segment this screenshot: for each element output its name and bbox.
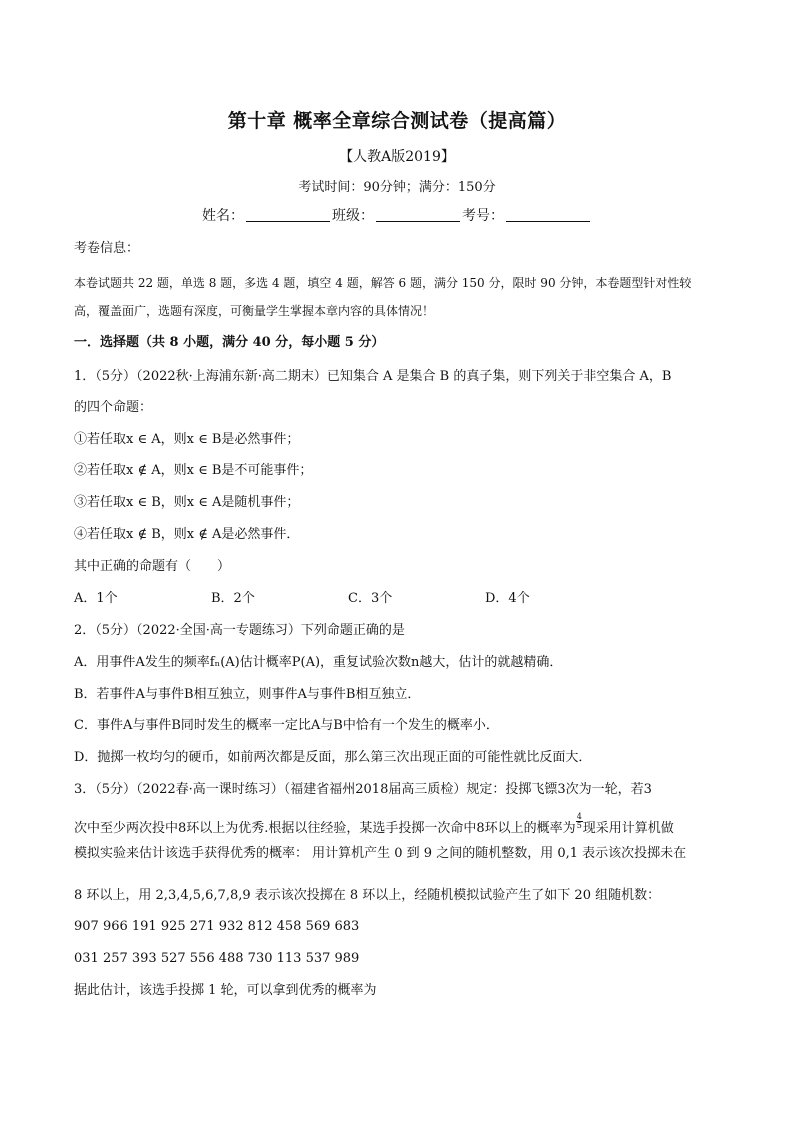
q1-proposition-4: ④若任取x ∉ B，则x ∉ A是必然事件． bbox=[74, 527, 300, 542]
q2-option-b[interactable]: B．若事件A与事件B相互独立，则事件A与事件B相互独立． bbox=[74, 687, 421, 702]
number-field[interactable] bbox=[506, 207, 590, 222]
info-label: 考卷信息： bbox=[74, 241, 140, 256]
q1-question: 其中正确的命题有（ ） bbox=[74, 559, 231, 574]
class-field[interactable] bbox=[376, 207, 460, 222]
page-title: 第十章 概率全章综合测试卷（提高篇） bbox=[227, 110, 567, 132]
q1-option-c[interactable]: C．3个 bbox=[348, 591, 393, 606]
edition-label: 【人教A版2019】 bbox=[339, 149, 455, 165]
q3-question: 据此估计，该选手投掷 1 轮，可以拿到优秀的概率为 bbox=[74, 983, 377, 998]
q1-option-b[interactable]: B．2个 bbox=[211, 591, 255, 606]
section-heading: 一．选择题（共 8 小题，满分 40 分，每小题 5 分） bbox=[74, 335, 385, 350]
class-label: 班级： bbox=[332, 208, 374, 224]
q3-line2 bbox=[74, 813, 674, 838]
q3-line2-text: 次中至少两次投中8环以上为优秀.根据以往经验，某选手投掷一次命中8环以上的概率为 bbox=[74, 821, 576, 836]
number-label: 考号： bbox=[462, 208, 504, 224]
q1-proposition-3: ③若任取x ∈ B，则x ∈ A是随机事件； bbox=[74, 495, 300, 510]
q3-line4: 8 环以上，用 2,3,4,5,6,7,8,9 表示该次投掷在 8 环以上，经随机模拟试验产生了如下 20 组随机数： bbox=[74, 888, 661, 903]
q2-option-a[interactable]: A．用事件A发生的频率fₙ(A)估计概率P(A)，重复试验次数n越大，估计的就越精确． bbox=[74, 655, 563, 670]
q1-proposition-2: ②若任取x ∉ A，则x ∈ B是不可能事件； bbox=[74, 463, 313, 478]
fraction-denominator: 5 bbox=[576, 821, 582, 830]
q1-option-d[interactable]: D．4个 bbox=[485, 591, 530, 606]
info-text-line2: 高，覆盖面广，选题有深度，可衡量学生掌握本章内容的具体情况！ bbox=[74, 304, 435, 318]
q2-option-c[interactable]: C．事件A与事件B同时发生的概率一定比A与B中恰有一个发生的概率小． bbox=[74, 718, 499, 733]
q3-line2-text-end: 现采用计算机做 bbox=[582, 821, 674, 836]
student-info-fields bbox=[0, 205, 794, 225]
fraction-numerator: 4 bbox=[576, 812, 582, 821]
q1-proposition-1: ①若任取x ∈ A，则x ∈ B是必然事件； bbox=[74, 432, 300, 447]
q2-stem: 2．（5分）（2022·全国·高一专题练习）下列命题正确的是 bbox=[74, 623, 405, 638]
exam-time: 考试时间：90分钟；满分：150分 bbox=[298, 180, 496, 195]
q1-stem-line1: 1．（5分）（2022秋·上海浦东新·高二期末）已知集合 A 是集合 B 的真子集，则下列关于非空集合 A，B bbox=[74, 369, 672, 384]
probability-fraction bbox=[576, 813, 583, 830]
name-field[interactable] bbox=[246, 207, 330, 222]
name-label: 姓名： bbox=[202, 208, 244, 224]
q3-line1: 3．（5分）（2022春·高一课时练习）（福建省福州2018届高三质检）规定：投掷飞镖3次为一轮，若3 bbox=[74, 782, 652, 797]
info-text-line1: 本卷试题共 22 题，单选 8 题，多选 4 题，填空 4 题，解答 6 题，满分 150 分，限时 90 分钟，本卷题型针对性较 bbox=[74, 276, 692, 290]
random-numbers-row2: 031 257 393 527 556 488 730 113 537 989 bbox=[74, 951, 360, 966]
q1-stem-line2: 的四个命题： bbox=[74, 400, 153, 415]
q3-line3: 模拟实验来估计该选手获得优秀的概率： 用计算机产生 0 到 9 之间的随机整数，用 0,1 表示该次投掷未在 bbox=[74, 846, 687, 861]
q2-option-d[interactable]: D．抛掷一枚均匀的硬币，如前两次都是反面，那么第三次出现正面的可能性就比反面大． bbox=[74, 750, 592, 765]
random-numbers-row1: 907 966 191 925 271 932 812 458 569 683 bbox=[74, 919, 360, 934]
q1-option-a[interactable]: A．1个 bbox=[74, 591, 118, 606]
